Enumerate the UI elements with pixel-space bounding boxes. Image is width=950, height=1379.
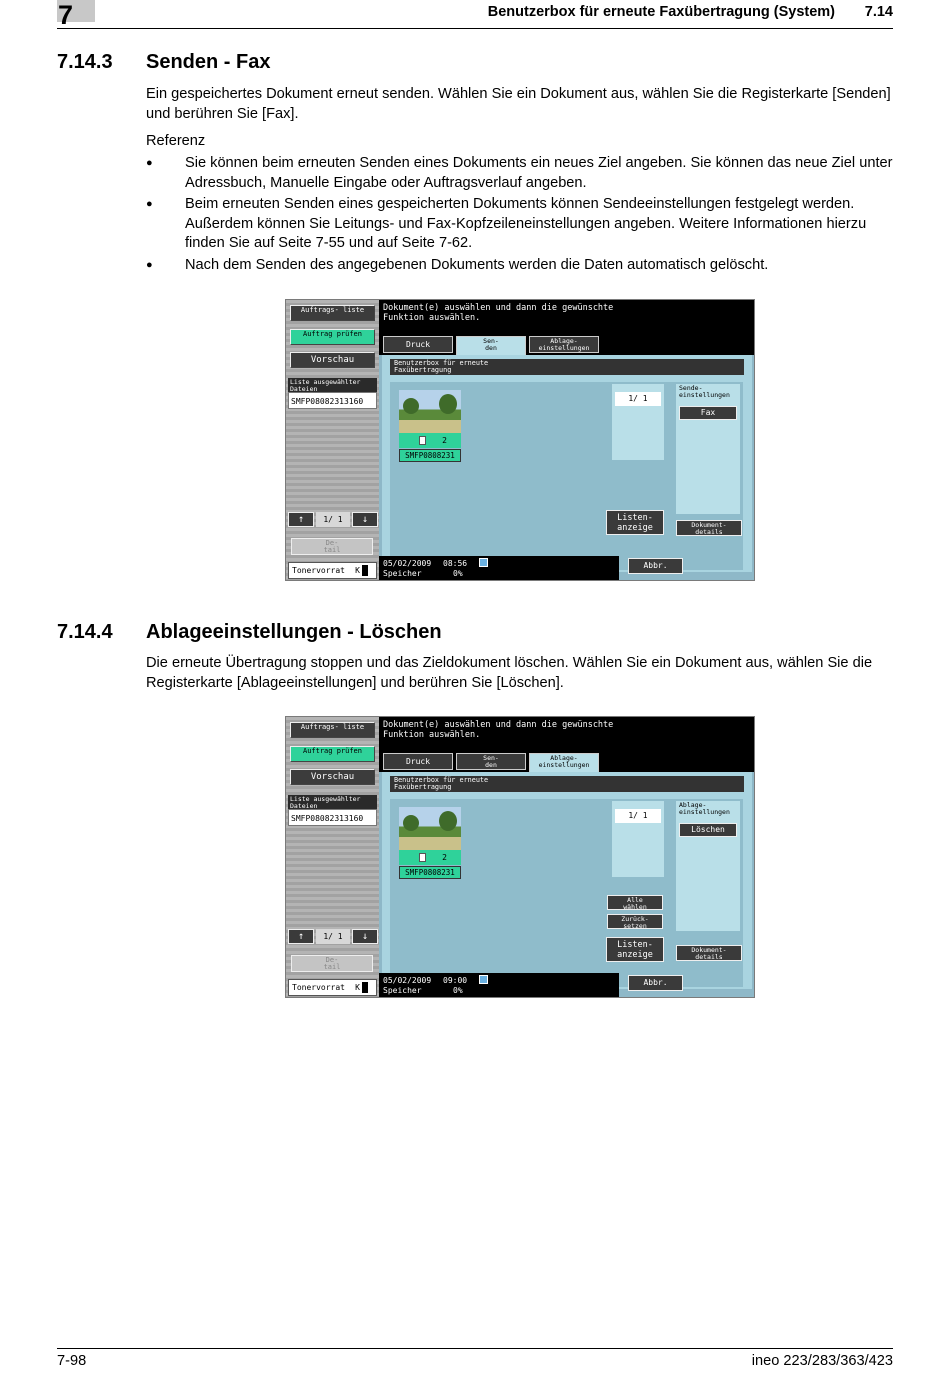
toner-color-label: K <box>355 566 360 575</box>
reference-label: Referenz <box>146 133 206 149</box>
document-page-count: 2 <box>442 436 447 445</box>
status-time: 09:00 <box>443 976 468 985</box>
section-intro: Die erneute Übertragung stoppen und das Zieldokument löschen. Wählen Sie ein Dokument aus, wählen Sie die Registerkarte [Ablageeinstellungen] und berühren Sie [Löschen]. <box>146 655 873 691</box>
status-date: 05/02/2009 <box>383 559 432 568</box>
device-screen-senden <box>285 299 755 581</box>
running-header-title: Benutzerbox für erneute Faxübertragung (System) <box>487 4 835 20</box>
section-intro: Ein gespeichertes Dokument erneut senden. Wählen Sie ein Dokument aus, wählen Sie die Registerkarte [Senden] und berühren Sie [Fax]. <box>146 86 891 122</box>
filing-settings-panel <box>676 801 740 931</box>
running-header-section: 7.14 <box>864 4 893 20</box>
page-counter: 1/ 1 <box>615 809 661 823</box>
cancel-button[interactable]: Abbr. <box>628 558 683 574</box>
detail-button[interactable]: De- tail <box>291 538 373 555</box>
network-icon <box>479 975 488 984</box>
selected-files-title: Liste ausgewählter Dateien <box>288 795 377 809</box>
screen-sidebar <box>286 300 379 580</box>
document-name[interactable]: SMFP0808231 <box>399 449 461 462</box>
document-page-badge <box>399 433 461 448</box>
tree-shape <box>439 394 457 414</box>
fax-button[interactable]: Fax <box>679 406 737 420</box>
preview-button[interactable]: Vorschau <box>290 769 375 785</box>
tab-row <box>379 750 755 772</box>
header-rule <box>57 28 893 29</box>
document-icon <box>419 436 426 445</box>
page-column <box>612 384 664 460</box>
toner-color-label: K <box>355 983 360 992</box>
list-item: ● Nach dem Senden des angegebenen Dokuments werden die Daten automatisch gelöscht. <box>146 256 898 276</box>
instruction-message: Dokument(e) auswählen und dann die gewünschte Funktion auswählen. <box>379 717 755 750</box>
check-job-button[interactable]: Auftrag prüfen <box>290 746 375 762</box>
status-time: 08:56 <box>443 559 468 568</box>
status-bar <box>379 556 619 581</box>
screen-sidebar <box>286 717 379 997</box>
toner-label: Tonervorrat <box>292 983 345 992</box>
tab-ablageeinstellungen[interactable]: Ablage- einstellungen <box>529 336 599 353</box>
instruction-message: Dokument(e) auswählen und dann die gewünschte Funktion auswählen. <box>379 300 755 333</box>
device-screen-ablage <box>285 716 755 998</box>
document-thumbnail[interactable] <box>399 390 461 433</box>
footer-rule <box>57 1348 893 1349</box>
box-title: Benutzerbox für erneute Faxübertragung <box>390 776 744 792</box>
toner-indicator <box>288 562 377 579</box>
chapter-number: 7 <box>58 0 74 30</box>
box-content <box>382 355 752 572</box>
toner-level-bar <box>362 982 368 993</box>
section-number: 7.14.4 <box>57 621 113 643</box>
document-thumbnail[interactable] <box>399 807 461 850</box>
detail-button[interactable]: De- tail <box>291 955 373 972</box>
arrow-up-icon[interactable]: ↑ <box>288 512 314 527</box>
tab-senden[interactable]: Sen- den <box>456 753 526 770</box>
cancel-button[interactable]: Abbr. <box>628 975 683 991</box>
status-bar <box>379 973 619 998</box>
reset-button[interactable]: Zurück- setzen <box>607 914 663 929</box>
toner-label: Tonervorrat <box>292 566 345 575</box>
tab-ablageeinstellungen[interactable]: Ablage- einstellungen <box>529 753 599 772</box>
tree-shape <box>403 815 419 831</box>
memory-value: 0% <box>453 986 463 995</box>
arrow-down-icon[interactable]: ↓ <box>352 929 378 944</box>
memory-label: Speicher <box>383 569 422 578</box>
document-details-button[interactable]: Dokument- details <box>676 945 742 961</box>
send-settings-panel <box>676 384 740 514</box>
panel-title: Sende- einstellungen <box>679 384 730 399</box>
job-list-button[interactable]: Auftrags- liste <box>290 305 375 321</box>
document-area <box>390 799 743 987</box>
delete-button[interactable]: Löschen <box>679 823 737 837</box>
list-page-count: 1/ 1 <box>316 929 350 944</box>
arrow-up-icon[interactable]: ↑ <box>288 929 314 944</box>
selected-files-title: Liste ausgewählter Dateien <box>288 378 377 392</box>
document-area <box>390 382 743 570</box>
reference-list <box>146 154 898 278</box>
select-all-button[interactable]: Alle wählen <box>607 895 663 910</box>
list-view-button[interactable]: Listen- anzeige <box>606 510 664 535</box>
document-icon <box>419 853 426 862</box>
section-heading-ablage-loeschen <box>57 621 442 644</box>
tab-row <box>379 333 755 355</box>
tree-shape <box>403 398 419 414</box>
document-page-badge <box>399 850 461 865</box>
section-title: Senden - Fax <box>146 51 271 73</box>
product-model: ineo 223/283/363/423 <box>751 1353 893 1369</box>
memory-label: Speicher <box>383 986 422 995</box>
panel-title: Ablage- einstellungen <box>679 801 730 816</box>
list-page-count: 1/ 1 <box>316 512 350 527</box>
memory-value: 0% <box>453 569 463 578</box>
tree-shape <box>439 811 457 831</box>
page-column <box>612 801 664 877</box>
document-page-count: 2 <box>442 853 447 862</box>
tab-senden[interactable]: Sen- den <box>456 336 526 355</box>
selected-file-item[interactable]: SMFP08082313160 <box>288 392 377 409</box>
toner-level-bar <box>362 565 368 576</box>
network-icon <box>479 558 488 567</box>
list-item: ● Sie können beim erneuten Senden eines Dokuments ein neues Ziel angeben. Sie können das neue Ziel unter Adressbuch, Manuelle Eingabe oder Auftragsverlauf angeben. <box>146 154 898 193</box>
tab-druck[interactable]: Druck <box>383 753 453 770</box>
page-counter: 1/ 1 <box>615 392 661 406</box>
section-title: Ablageeinstellungen - Löschen <box>146 621 442 643</box>
section-number: 7.14.3 <box>57 51 113 73</box>
list-item: ● Beim erneuten Senden eines gespeicherten Dokuments können Sendeeinstellungen festgelegt werden. Außerdem können Sie Leitungs- und Fax-Kopfzeileneinstellungen angeben. Weitere Informationen hierzu finden Sie auf Seite 7-55 und auf Seite 7-62. <box>146 195 898 254</box>
preview-button[interactable]: Vorschau <box>290 352 375 368</box>
status-date: 05/02/2009 <box>383 976 432 985</box>
document-details-button[interactable]: Dokument- details <box>676 520 742 536</box>
selected-file-item[interactable]: SMFP08082313160 <box>288 809 377 826</box>
box-title: Benutzerbox für erneute Faxübertragung <box>390 359 744 375</box>
list-view-button[interactable]: Listen- anzeige <box>606 937 664 962</box>
page-number: 7-98 <box>57 1353 87 1369</box>
arrow-down-icon[interactable]: ↓ <box>352 512 378 527</box>
job-list-button[interactable]: Auftrags- liste <box>290 722 375 738</box>
section-heading-senden-fax <box>57 51 270 74</box>
box-content <box>382 772 752 989</box>
toner-indicator <box>288 979 377 996</box>
document-name[interactable]: SMFP0808231 <box>399 866 461 879</box>
check-job-button[interactable]: Auftrag prüfen <box>290 329 375 345</box>
tab-druck[interactable]: Druck <box>383 336 453 353</box>
